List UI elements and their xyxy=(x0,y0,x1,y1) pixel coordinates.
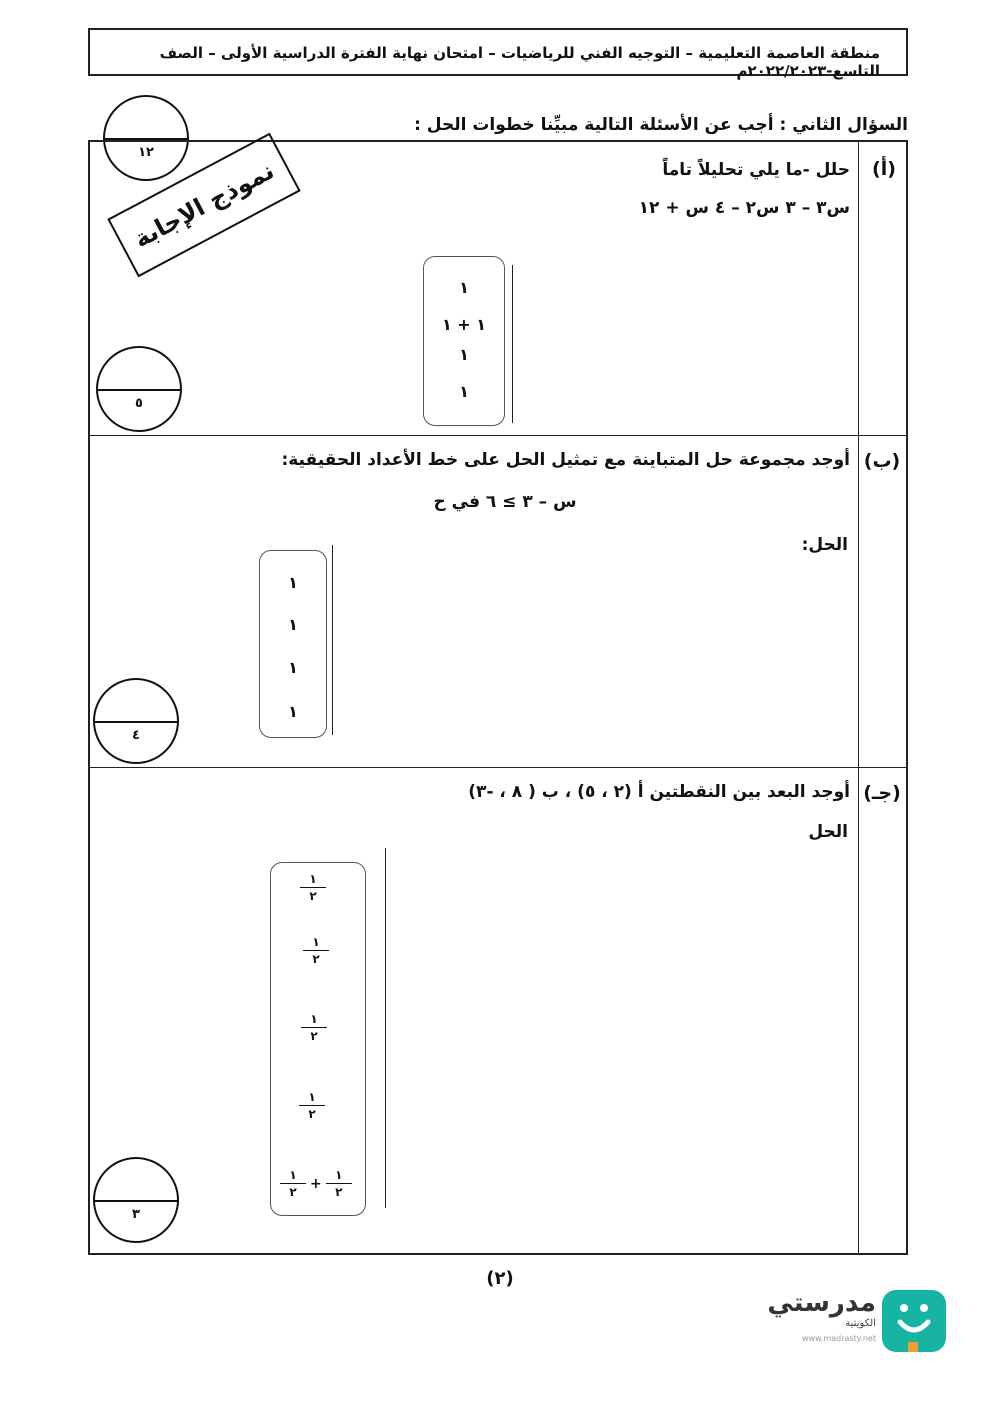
part-b-score: ٤ xyxy=(132,728,140,743)
part-c-mark-4: $\frac{١}{٢}$ xyxy=(299,1090,325,1122)
page-number: (٢) xyxy=(486,1268,514,1289)
part-b-solution-label: الحل: xyxy=(801,535,848,555)
part-a-expression: س٣ – ٣ س٢ – ٤ س + ١٢ xyxy=(638,198,850,218)
part-c-margin-line xyxy=(385,848,386,1208)
circle-divider xyxy=(95,1200,177,1202)
part-a-margin-line xyxy=(512,265,513,423)
part-c-score-circle xyxy=(93,1157,179,1243)
part-a-mark-1: ١ xyxy=(459,278,469,297)
section-title: السؤال الثاني : أجب عن الأسئلة التالية مبيِّنا خطوات الحل : xyxy=(414,115,908,135)
part-b-mark-4: ١ xyxy=(288,702,298,721)
part-a-label: (أ) xyxy=(872,158,896,180)
part-b-label: (ب) xyxy=(863,450,901,472)
madrasty-logo-icon xyxy=(882,1290,946,1352)
part-a-instruction: حلل -ما يلي تحليلاً تاماً xyxy=(662,160,850,180)
part-c-mark-1: $\frac{١}{٢}$ xyxy=(300,872,326,904)
answer-model-stamp: نموذج الإجابة xyxy=(107,133,300,278)
part-c-label: (جـ) xyxy=(863,782,901,804)
part-b-expression: س – ٣ ≥ ٦ في ح xyxy=(433,492,577,512)
row-divider-2 xyxy=(88,767,908,768)
part-a-mark-3: ١ xyxy=(459,345,469,364)
part-b-mark-3: ١ xyxy=(288,658,298,677)
part-c-mark-5: $\frac{١}{٢}$ + $\frac{١}{٢}$ xyxy=(280,1168,352,1199)
row-divider-1 xyxy=(88,435,908,436)
part-b-instruction: أوجد مجموعة حل المتباينة مع تمثيل الحل على خط الأعداد الحقيقية: xyxy=(281,450,850,470)
label-column-divider xyxy=(858,140,859,1255)
circle-divider xyxy=(95,721,177,723)
exam-header: منطقة العاصمة التعليمية – التوجيه الفني للرياضيات – امتحان نهاية الفترة الدراسية الأولى – الصف التاسع-٢٠٢٢/٢٠٢٣م xyxy=(159,44,880,80)
part-b-margin-line xyxy=(332,545,333,735)
circle-divider xyxy=(98,389,180,391)
part-a-mark-2: ١ + ١ xyxy=(441,315,487,334)
part-b-mark-2: ١ xyxy=(288,615,298,634)
logo-subtitle: الكويتية xyxy=(845,1318,876,1329)
part-c-score: ٣ xyxy=(132,1207,140,1222)
logo-url: www.madrasty.net xyxy=(802,1334,876,1343)
part-a-score-circle xyxy=(96,346,182,432)
part-c-instruction: أوجد البعد بين النقطتين أ (٢ ، ٥) ، ب ( ٨ ، -٣) xyxy=(468,782,850,802)
logo-name: مدرستي xyxy=(767,1288,876,1318)
part-c-solution-label: الحل xyxy=(808,822,848,842)
part-a-score: ٥ xyxy=(135,396,143,411)
part-a-mark-4: ١ xyxy=(459,382,469,401)
part-c-mark-2: $\frac{١}{٢}$ xyxy=(303,935,329,967)
part-b-score-circle xyxy=(93,678,179,764)
total-score: ١٢ xyxy=(138,145,154,160)
part-c-mark-3: $\frac{١}{٢}$ xyxy=(301,1012,327,1044)
part-b-mark-1: ١ xyxy=(288,573,298,592)
